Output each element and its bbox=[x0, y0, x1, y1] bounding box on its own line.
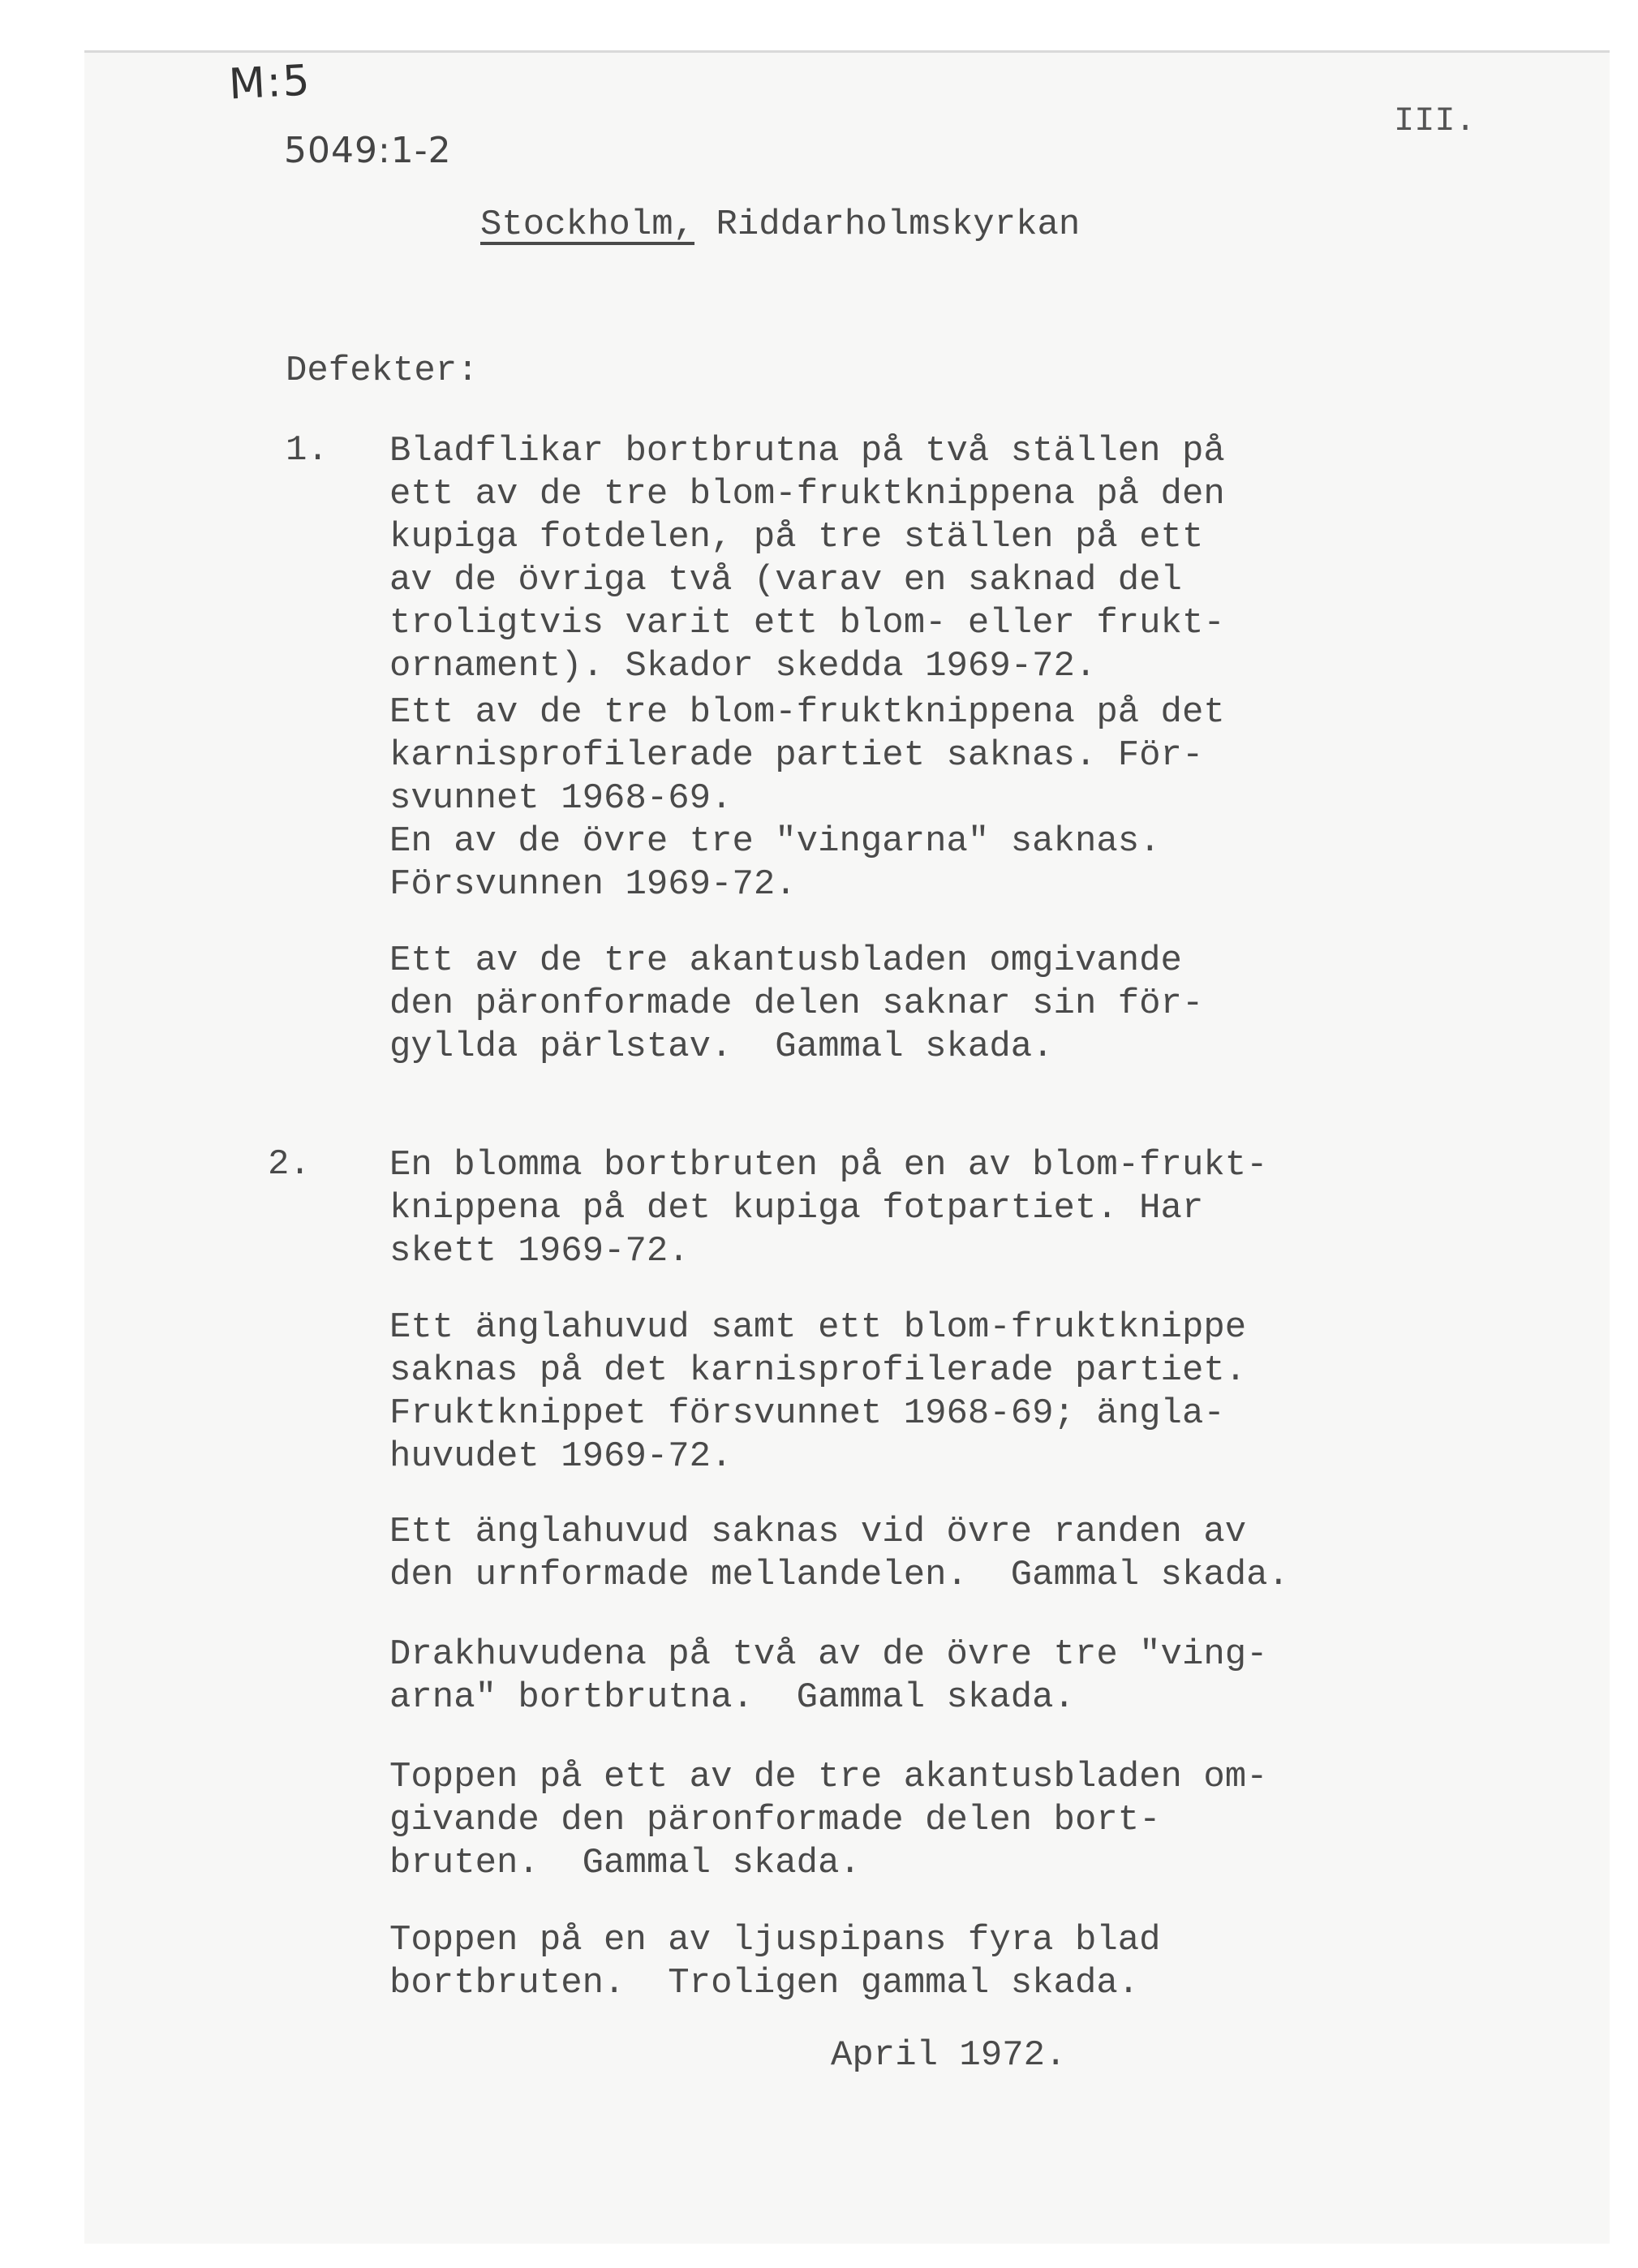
section-2-paragraph-1: En blomma bortbruten på en av blom-frukt- knippena på det kupiga fotpartiet. Har skett 1969-72. bbox=[389, 1145, 1268, 1272]
page-number: III. bbox=[1394, 101, 1476, 140]
section-1-number: 1. bbox=[286, 430, 329, 471]
title-city: Stockholm, bbox=[480, 204, 695, 245]
handwritten-mark: M:5 bbox=[227, 56, 312, 110]
section-2-paragraph-2: Ett änglahuvud samt ett blom-fruktknippe saknas på det karnisprofilerade partiet. Fruktknippet försvunnet 1968-69; ängla- huvudet 1969-72. bbox=[389, 1307, 1247, 1477]
document-date: April 1972. bbox=[831, 2035, 1067, 2076]
section-2-number: 2. bbox=[268, 1144, 311, 1185]
title-place: Riddarholmskyrkan bbox=[694, 204, 1081, 245]
section-1-paragraph-3: Ett av de tre akantusbladen omgivande den päronformade delen saknar sin för- gyllda pärlstav. Gammal skada. bbox=[389, 940, 1204, 1067]
section-2-paragraph-5: Toppen på ett av de tre akantusbladen om- givande den päronformade delen bort- bruten. Gammal skada. bbox=[389, 1757, 1268, 1883]
section-2-paragraph-4: Drakhuvudena på två av de övre tre "ving- arna" bortbrutna. Gammal skada. bbox=[389, 1634, 1268, 1718]
section-2-paragraph-6: Toppen på en av ljuspipans fyra blad bortbruten. Troligen gammal skada. bbox=[389, 1920, 1161, 2003]
section-2-paragraph-3: Ett änglahuvud saknas vid övre randen av den urnformade mellandelen. Gammal skada. bbox=[389, 1512, 1289, 1595]
defects-heading: Defekter: bbox=[286, 351, 479, 391]
document-title bbox=[480, 204, 1080, 245]
section-1-paragraph-2: Ett av de tre blom-fruktknippena på det karnisprofilerade partiet saknas. För- svunnet 1968-69. En av de övre tre "vingarna" saknas. Försvunnen 1969-72. bbox=[389, 692, 1225, 905]
section-1-paragraph-1: Bladflikar bortbrutna på två ställen på ett av de tre blom-fruktknippena på den kupiga fotdelen, på tre ställen på ett av de övriga två (varav en saknad del troligtvis varit ett blom- eller frukt- ornament). Skador skedda 1969-72. bbox=[389, 431, 1225, 686]
accession-number: 5049:1-2 bbox=[284, 130, 452, 171]
